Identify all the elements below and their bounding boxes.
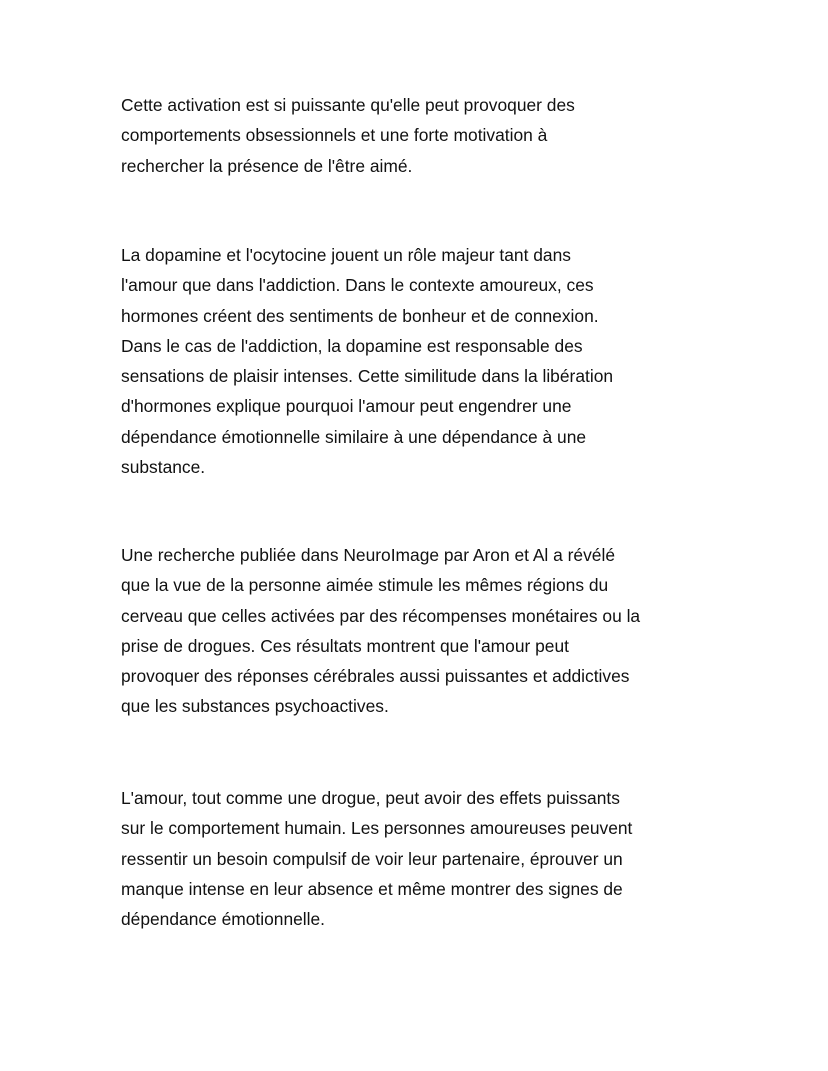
text-line: ressentir un besoin compulsif de voir leur partenaire, éprouver un [121, 848, 623, 869]
text-line: sensations de plaisir intenses. Cette similitude dans la libération [121, 366, 614, 387]
text-line: hormones créent des sentiments de bonheur et de connexion. [121, 305, 599, 326]
text-line: l'amour que dans l'addiction. Dans le contexte amoureux, ces [121, 275, 594, 296]
text-line: prise de drogues. Ces résultats montrent que l'amour peut [121, 635, 569, 656]
text-line: Dans le cas de l'addiction, la dopamine est responsable des [121, 335, 583, 356]
text-line: dépendance émotionnelle similaire à une dépendance à une [121, 426, 587, 447]
text-line: comportements obsessionnels et une forte motivation à [121, 125, 548, 146]
text-line: rechercher la présence de l'être aimé. [121, 155, 413, 176]
paragraph-love-drug [121, 783, 632, 934]
paragraph-dopamine [121, 240, 613, 482]
paragraph-research [121, 540, 640, 722]
text-line: La dopamine et l'ocytocine jouent un rôle majeur tant dans [121, 245, 571, 265]
text-line: cerveau que celles activées par des récompenses monétaires ou la [121, 605, 641, 626]
text-line: provoquer des réponses cérébrales aussi puissantes et addictives [121, 666, 630, 687]
text-line: Une recherche publiée dans NeuroImage par Aron et Al a révélé [121, 545, 616, 565]
text-line: L'amour, tout comme une drogue, peut avoir des effets puissants [121, 788, 620, 808]
text-line: sur le comportement humain. Les personnes amoureuses peuvent [121, 818, 633, 839]
text-line: que les substances psychoactives. [121, 696, 389, 717]
text-line: dépendance émotionnelle. [121, 909, 326, 930]
text-line: que la vue de la personne aimée stimule les mêmes régions du [121, 575, 609, 596]
text-line: d'hormones explique pourquoi l'amour peut engendrer une [121, 396, 572, 417]
text-line: substance. [121, 457, 206, 478]
text-line: manque intense en leur absence et même montrer des signes de [121, 878, 623, 899]
paragraph-activation [121, 90, 575, 181]
text-line: Cette activation est si puissante qu'elle peut provoquer des [121, 95, 575, 115]
